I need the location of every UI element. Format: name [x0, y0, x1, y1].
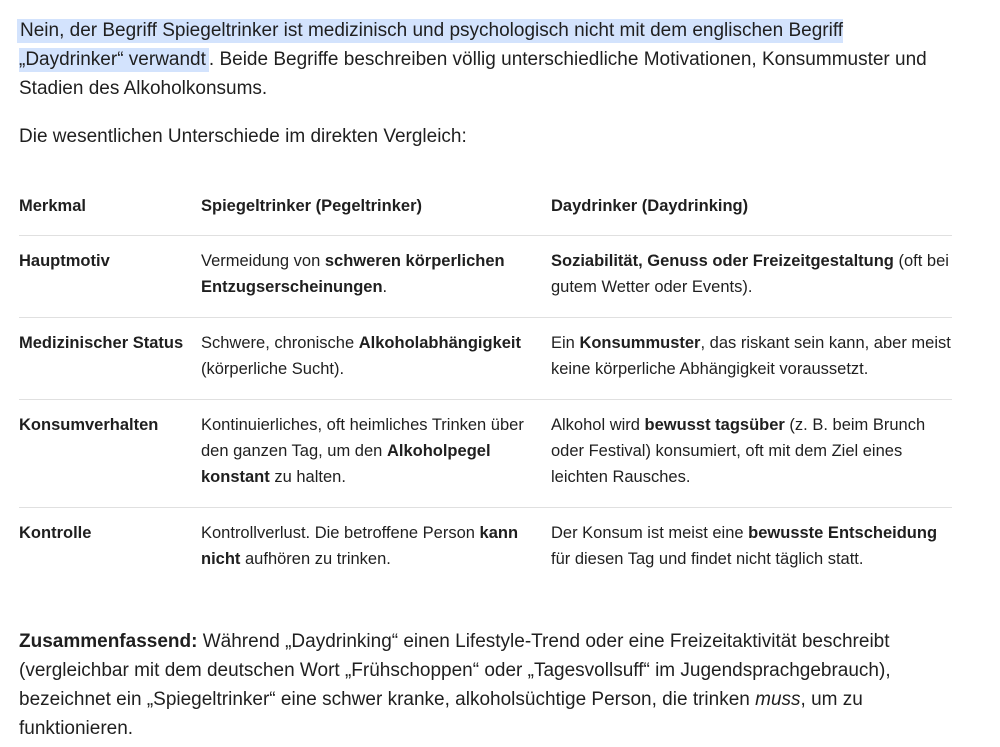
daydrinker-cell	[551, 507, 952, 589]
cell-bold: Alkoholpegel konstant	[201, 441, 491, 486]
intro-paragraph	[19, 16, 981, 103]
cell-text: Vermeidung von	[201, 251, 325, 270]
highlight-line-2: „Daydrinker“ verwandt	[19, 49, 206, 70]
cell-text: (körperliche Sucht).	[201, 359, 345, 378]
cell-text: Schwere, chronische	[201, 333, 359, 352]
header-spiegeltrinker: Spiegeltrinker (Pegeltrinker)	[201, 181, 551, 235]
cell-bold: schweren körperlichen Entzugserscheinungen	[201, 251, 505, 296]
cell-bold: Alkoholabhängigkeit	[358, 333, 522, 352]
daydrinker-cell	[551, 399, 952, 507]
highlight-line-1: Nein, der Begriff Spiegeltrinker ist medizinisch und psychologisch nicht mit dem englischen Begriff	[20, 20, 844, 41]
cell-text: , das riskant sein kann, aber meist keine körperliche Abhängigkeit voraussetzt.	[551, 333, 951, 378]
table-row	[19, 235, 952, 317]
intro-rest: . Beide Begriffe beschreiben völlig unterschiedliche Motivationen, Konsummuster und Stadien des Alkoholkonsums.	[19, 49, 927, 99]
cell-bold: bewusst tagsüber	[644, 415, 785, 434]
cell-bold: bewusste Entscheidung	[748, 523, 938, 542]
cell-text: .	[382, 277, 388, 296]
summary-text-end: , um zu funktionieren.	[19, 688, 863, 739]
cell-bold: Soziabilität, Genuss oder Freizeitgestaltung	[551, 251, 894, 270]
cell-text: für diesen Tag und findet nicht täglich statt.	[551, 549, 864, 568]
row-label: Medizinischer Status	[19, 317, 201, 399]
header-daydrinker: Daydrinker (Daydrinking)	[551, 181, 952, 235]
cell-text: zu halten.	[269, 467, 346, 486]
response-content	[19, 16, 981, 743]
row-label: Konsumverhalten	[19, 399, 201, 507]
summary-emphasis: muss	[755, 688, 801, 710]
cell-text: Kontrollverlust. Die betroffene Person	[201, 523, 480, 542]
spiegeltrinker-cell	[201, 235, 551, 317]
cell-text: Der Konsum ist meist eine	[551, 523, 749, 542]
comparison-lead: Die wesentlichen Unterschiede im direkten Vergleich:	[19, 126, 467, 147]
summary-text: Während „Daydrinking“ einen Lifestyle-Trend oder eine Freizeitaktivität beschreibt (vergleichbar mit dem deutschen Wort „Frühschoppen“ oder „Tagesvollsuff“ im Jugendsprachgebrauch), bezeichnet ein „Spiegeltrinker“ eine schwer kranke, alkoholsüchtige Person, die trinken	[19, 630, 891, 710]
table-row	[19, 317, 952, 399]
row-label: Kontrolle	[19, 523, 92, 542]
spiegeltrinker-cell	[201, 399, 551, 507]
table-row	[19, 507, 952, 589]
table-row	[19, 399, 952, 507]
summary-label: Zusammenfassend:	[19, 630, 198, 652]
cell-bold: Konsummuster	[579, 333, 701, 352]
spiegeltrinker-cell	[201, 317, 551, 399]
daydrinker-cell	[551, 235, 952, 317]
header-merkmal: Merkmal	[19, 181, 201, 235]
summary-paragraph	[19, 627, 981, 743]
cell-text: (oft bei gutem Wetter oder Events).	[551, 251, 949, 296]
cell-text: Alkohol wird	[551, 415, 645, 434]
daydrinker-cell	[551, 317, 952, 399]
spiegeltrinker-cell	[201, 507, 551, 589]
cell-text: aufhören zu trinken.	[240, 549, 391, 568]
cell-text: Kontinuierliches, oft heimliches Trinken über den ganzen Tag, um den	[201, 415, 524, 460]
table-header-row	[19, 181, 952, 235]
cell-text: (z. B. beim Brunch oder Festival) konsumiert, oft mit dem Ziel eines leichten Rausches.	[551, 415, 926, 486]
row-label: Hauptmotiv	[19, 235, 201, 317]
comparison-table	[19, 181, 952, 589]
cell-bold: kann nicht	[201, 523, 519, 568]
cell-text: Ein	[551, 333, 580, 352]
